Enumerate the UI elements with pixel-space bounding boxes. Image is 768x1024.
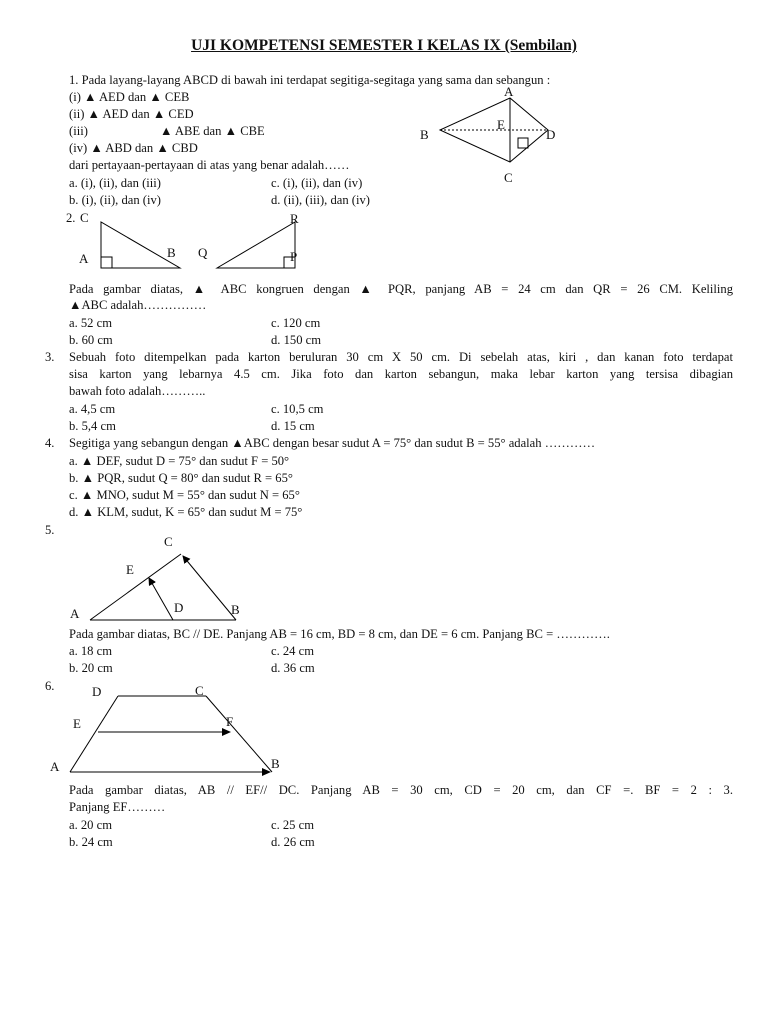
q4-option-b[interactable]: b. ▲ PQR, sudut Q = 80° dan sudut R = 65° bbox=[69, 471, 293, 485]
q6-option-a[interactable]: a. 20 cm bbox=[69, 818, 113, 832]
q3-option-d[interactable]: d. 15 cm bbox=[271, 419, 315, 433]
q2-option-c[interactable]: c. 120 cm bbox=[271, 316, 321, 330]
q5-label-b: B bbox=[231, 602, 240, 617]
q5-option-c[interactable]: c. 24 cm bbox=[271, 644, 315, 658]
q2-label-b: B bbox=[167, 245, 176, 260]
q1-statement-i: (i) ▲ AED dan ▲ CEB bbox=[69, 90, 190, 104]
q3-option-c[interactable]: c. 10,5 cm bbox=[271, 402, 324, 416]
q2-label-p: P bbox=[290, 249, 298, 264]
q2-label-r: R bbox=[290, 211, 299, 226]
q1-option-a[interactable]: a. (i), (ii), dan (iii) bbox=[69, 176, 161, 190]
q4-option-c[interactable]: c. ▲ MNO, sudut M = 55° dan sudut N = 65° bbox=[69, 488, 300, 502]
q3-number: 3. bbox=[45, 350, 55, 364]
q6-stem: Pada gambar diatas, AB // EF// DC. Panjang AB = 30 cm, CD = 20 cm, dan CF =. BF = 2 : 3. bbox=[69, 783, 733, 797]
q6-option-d[interactable]: d. 26 cm bbox=[271, 835, 315, 849]
q6-number: 6. bbox=[45, 679, 55, 693]
q5-label-d: D bbox=[174, 600, 184, 615]
kite-label-d: D bbox=[546, 127, 556, 142]
q2-option-b[interactable]: b. 60 cm bbox=[69, 333, 113, 347]
q6-label-f: F bbox=[226, 714, 234, 729]
q5-label-c: C bbox=[164, 534, 173, 549]
q5-option-b[interactable]: b. 20 cm bbox=[69, 661, 113, 675]
q1-stem: 1. Pada layang-layang ABCD di bawah ini terdapat segitiga-segitaga yang sama dan sebangun : bbox=[69, 73, 551, 87]
q1-statement-ii: (ii) ▲ AED dan ▲ CED bbox=[69, 107, 194, 121]
q1-statement-iv: (iv) ▲ ABD dan ▲ CBD bbox=[69, 141, 198, 155]
q3-line-2: sisa karton yang lebarnya 4.5 cm. Jika foto dan karton sebangun, maka lebar karton yang tersisa dibagian bbox=[69, 367, 733, 381]
q5-label-e: E bbox=[126, 562, 134, 577]
q1-question: dari pertayaan-pertayaan di atas yang benar adalah…… bbox=[69, 158, 350, 172]
q1-option-c[interactable]: c. (i), (ii), dan (iv) bbox=[271, 176, 363, 190]
q1-statement-iii: ▲ ABE dan ▲ CBE bbox=[160, 124, 265, 138]
q5-option-d[interactable]: d. 36 cm bbox=[271, 661, 315, 675]
kite-label-e: E bbox=[497, 117, 505, 132]
q2-option-a[interactable]: a. 52 cm bbox=[69, 316, 113, 330]
q6-option-b[interactable]: b. 24 cm bbox=[69, 835, 113, 849]
q3-option-b[interactable]: b. 5,4 cm bbox=[69, 419, 116, 433]
q5-stem: Pada gambar diatas, BC // DE. Panjang AB = 16 cm, BD = 8 cm, dan DE = 6 cm. Panjang BC = …………. bbox=[69, 627, 610, 641]
q3-line-1: Sebuah foto ditempelkan pada karton beruluran 30 cm X 50 cm. Di sebelah atas, kiri , dan kanan foto terdapat bbox=[69, 350, 733, 364]
q4-stem: Segitiga yang sebangun dengan ▲ABC dengan besar sudut A = 75° dan sudut B = 55° adalah ………… bbox=[69, 436, 596, 450]
q4-option-a[interactable]: a. ▲ DEF, sudut D = 75° dan sudut F = 50° bbox=[69, 454, 290, 468]
q4-option-d[interactable]: d. ▲ KLM, sudut, K = 65° dan sudut M = 75° bbox=[69, 505, 303, 519]
q5-option-a[interactable]: a. 18 cm bbox=[69, 644, 113, 658]
q2-label-q: Q bbox=[198, 245, 208, 260]
q2-option-d[interactable]: d. 150 cm bbox=[271, 333, 322, 347]
kite-label-a: A bbox=[504, 84, 514, 99]
q1-option-d[interactable]: d. (ii), (iii), dan (iv) bbox=[271, 193, 370, 207]
q6-option-c[interactable]: c. 25 cm bbox=[271, 818, 315, 832]
q2-stem-2: ▲ABC adalah…………… bbox=[69, 298, 207, 312]
q6-stem-2: Panjang EF……… bbox=[69, 800, 166, 814]
q2-label-a: A bbox=[79, 251, 89, 266]
q4-number: 4. bbox=[45, 436, 55, 450]
q2-stem: Pada gambar diatas, ▲ ABC kongruen dengan ▲ PQR, panjang AB = 24 cm dan QR = 26 CM. Keliling bbox=[69, 282, 733, 296]
q3-line-3: bawah foto adalah……….. bbox=[69, 384, 206, 398]
q6-label-b: B bbox=[271, 756, 280, 771]
q1-statement-iii-num: (iii) bbox=[69, 124, 88, 138]
q3-option-a[interactable]: a. 4,5 cm bbox=[69, 402, 116, 416]
kite-label-c: C bbox=[504, 170, 513, 185]
q6-label-e: E bbox=[73, 716, 81, 731]
q6-label-d: D bbox=[92, 684, 102, 699]
q1-option-b[interactable]: b. (i), (ii), dan (iv) bbox=[69, 193, 161, 207]
page-title: UJI KOMPETENSI SEMESTER I KELAS IX (Sembilan) bbox=[191, 37, 577, 54]
q2-label-c: C bbox=[80, 210, 89, 225]
q5-number: 5. bbox=[45, 523, 55, 537]
q6-label-a: A bbox=[50, 759, 60, 774]
q5-label-a: A bbox=[70, 606, 80, 621]
kite-label-b: B bbox=[420, 127, 429, 142]
q6-label-c: C bbox=[195, 683, 204, 698]
q2-number: 2. bbox=[66, 211, 76, 225]
